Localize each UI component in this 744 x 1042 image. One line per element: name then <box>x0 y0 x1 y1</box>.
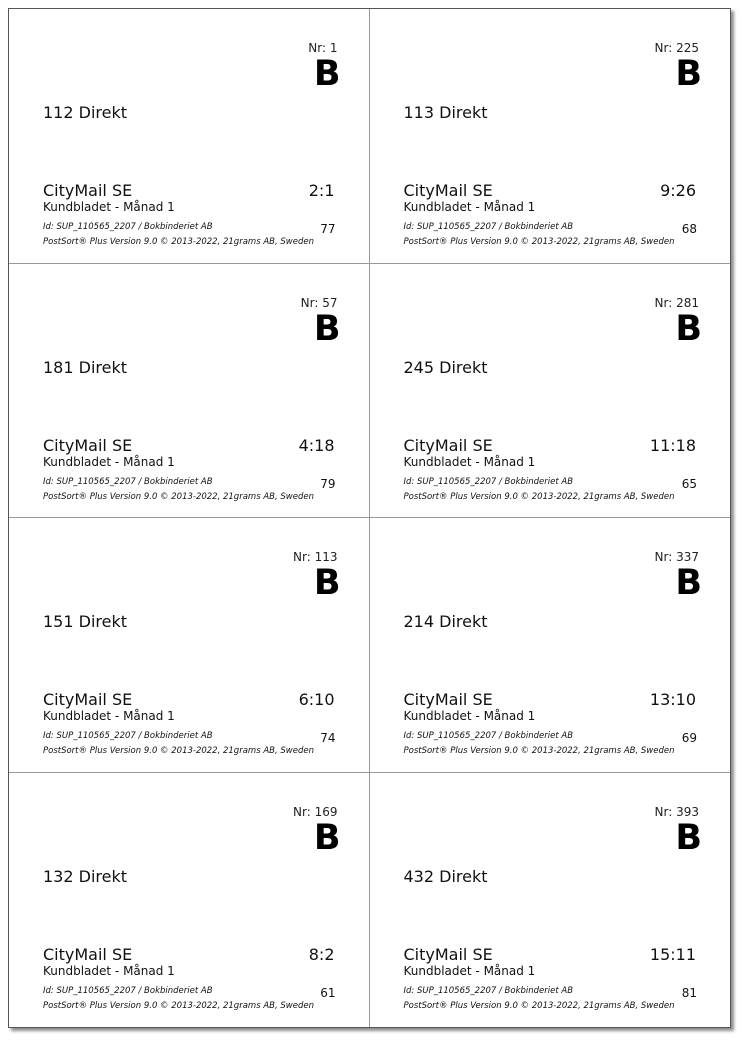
label-number: Nr: 393 <box>654 804 699 819</box>
route-name: 432 Direkt <box>403 866 488 886</box>
job-id: Id: SUP_110565_2207 / Bokbinderiet AB <box>403 476 574 487</box>
product-name: Kundbladet - Månad 1 <box>403 454 536 469</box>
software-footer: PostSort® Plus Version 9.0 © 2013-2022, 21grams AB, Sweden <box>43 1000 314 1011</box>
carrier-name: CityMail SE <box>403 690 493 709</box>
label-card <box>370 773 731 1028</box>
sort-letter: B <box>675 563 702 603</box>
job-id: Id: SUP_110565_2207 / Bokbinderiet AB <box>403 731 574 741</box>
piece-count: 74 <box>320 731 336 745</box>
sort-letter: B <box>675 308 702 349</box>
label-number: Nr: 1 <box>308 41 338 55</box>
sort-letter: B <box>313 54 341 94</box>
route-name: 245 Direkt <box>403 357 488 377</box>
software-footer: PostSort® Plus Version 9.0 © 2013-2022, 21grams AB, Sweden <box>403 746 675 756</box>
carrier-name: CityMail SE <box>43 944 133 964</box>
job-id: Id: SUP_110565_2207 / Bokbinderiet AB <box>43 222 213 232</box>
product-name: Kundbladet - Månad 1 <box>43 200 175 214</box>
route-name: 151 Direkt <box>43 612 127 631</box>
product-name: Kundbladet - Månad 1 <box>43 963 175 978</box>
bundle-code: 2:1 <box>308 181 335 200</box>
job-id: Id: SUP_110565_2207 / Bokbinderiet AB <box>43 731 213 741</box>
software-footer: PostSort® Plus Version 9.0 © 2013-2022, 21grams AB, Sweden <box>43 746 314 756</box>
job-id: Id: SUP_110565_2207 / Bokbinderiet AB <box>43 476 213 487</box>
bundle-code: 15:11 <box>649 944 696 964</box>
label-number: Nr: 225 <box>654 41 699 55</box>
route-name: 214 Direkt <box>403 612 488 631</box>
label-sheet <box>8 8 731 1028</box>
label-card <box>9 773 370 1028</box>
product-name: Kundbladet - Månad 1 <box>403 200 536 214</box>
software-footer: PostSort® Plus Version 9.0 © 2013-2022, 21grams AB, Sweden <box>403 491 675 502</box>
route-name: 132 Direkt <box>43 866 127 886</box>
product-name: Kundbladet - Månad 1 <box>43 454 175 469</box>
bundle-code: 4:18 <box>298 435 335 455</box>
label-card <box>370 518 731 773</box>
piece-count: 61 <box>320 985 336 1000</box>
carrier-name: CityMail SE <box>403 944 493 964</box>
product-name: Kundbladet - Månad 1 <box>403 709 536 723</box>
sort-letter: B <box>313 563 341 603</box>
label-card <box>9 264 370 519</box>
job-id: Id: SUP_110565_2207 / Bokbinderiet AB <box>403 222 574 232</box>
piece-count: 68 <box>681 222 697 236</box>
bundle-code: 6:10 <box>298 690 335 709</box>
carrier-name: CityMail SE <box>43 181 133 200</box>
bundle-code: 9:26 <box>660 181 696 200</box>
bundle-code: 8:2 <box>308 944 335 964</box>
software-footer: PostSort® Plus Version 9.0 © 2013-2022, 21grams AB, Sweden <box>43 491 314 502</box>
product-name: Kundbladet - Månad 1 <box>43 709 175 723</box>
label-number: Nr: 169 <box>293 804 338 819</box>
bundle-code: 13:10 <box>649 690 696 709</box>
software-footer: PostSort® Plus Version 9.0 © 2013-2022, 21grams AB, Sweden <box>403 1000 675 1011</box>
job-id: Id: SUP_110565_2207 / Bokbinderiet AB <box>43 985 213 996</box>
label-card <box>370 9 731 264</box>
route-name: 112 Direkt <box>43 103 127 122</box>
software-footer: PostSort® Plus Version 9.0 © 2013-2022, 21grams AB, Sweden <box>43 237 314 247</box>
carrier-name: CityMail SE <box>43 435 133 455</box>
job-id: Id: SUP_110565_2207 / Bokbinderiet AB <box>403 985 574 996</box>
sort-letter: B <box>313 308 341 349</box>
piece-count: 79 <box>320 476 336 491</box>
bundle-code: 11:18 <box>649 435 696 455</box>
carrier-name: CityMail SE <box>403 181 493 200</box>
piece-count: 81 <box>681 985 697 1000</box>
label-number: Nr: 57 <box>300 295 338 310</box>
piece-count: 65 <box>681 476 697 491</box>
route-name: 181 Direkt <box>43 357 127 377</box>
label-card <box>9 9 370 264</box>
sort-letter: B <box>675 817 702 858</box>
label-number: Nr: 337 <box>654 550 699 564</box>
carrier-name: CityMail SE <box>403 435 493 455</box>
sort-letter: B <box>313 817 341 858</box>
carrier-name: CityMail SE <box>43 690 133 709</box>
software-footer: PostSort® Plus Version 9.0 © 2013-2022, 21grams AB, Sweden <box>403 237 675 247</box>
label-number: Nr: 281 <box>654 295 699 310</box>
sort-letter: B <box>675 54 702 94</box>
label-number: Nr: 113 <box>293 550 338 564</box>
label-card <box>9 518 370 773</box>
product-name: Kundbladet - Månad 1 <box>403 963 536 978</box>
piece-count: 69 <box>681 731 697 745</box>
label-card <box>370 264 731 519</box>
route-name: 113 Direkt <box>403 103 488 122</box>
piece-count: 77 <box>320 222 336 236</box>
